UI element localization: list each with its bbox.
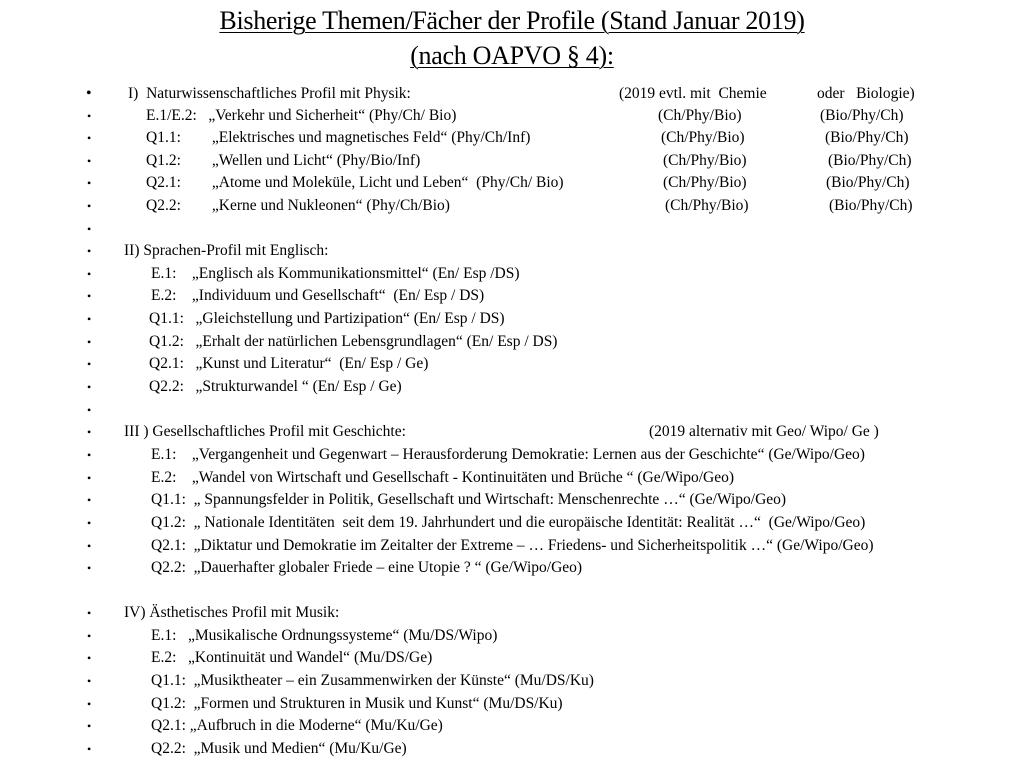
bullet-icon: • bbox=[87, 357, 92, 371]
bullet-icon: • bbox=[87, 425, 92, 439]
list-item bbox=[0, 625, 1024, 647]
list-item-empty bbox=[0, 218, 1024, 240]
list-item bbox=[0, 105, 1024, 127]
list-item-col2: (2019 alternativ mit Geo/ Wipo/ Ge ) bbox=[649, 423, 879, 440]
list-item-col2: (Ch/Phy/Bio) bbox=[665, 197, 749, 214]
list-item-text: IV) Ästhetisches Profil mit Musik: bbox=[124, 604, 340, 621]
bullet-icon: • bbox=[87, 131, 92, 145]
bullet-icon: • bbox=[87, 471, 92, 485]
list-item-col2: (2019 evtl. mit Chemie bbox=[619, 85, 767, 102]
list-item bbox=[0, 308, 1024, 330]
list-item bbox=[0, 489, 1024, 511]
bullet-icon: • bbox=[87, 539, 92, 553]
list-item-text: Q1.2: „Wellen und Licht“ (Phy/Bio/Inf) bbox=[146, 152, 421, 169]
list-item bbox=[0, 670, 1024, 692]
bullet-icon: • bbox=[87, 448, 92, 462]
bullet-icon: • bbox=[87, 199, 92, 213]
list-item-col3: (Bio/Phy/Ch) bbox=[829, 197, 913, 214]
list-item bbox=[0, 195, 1024, 217]
list-item-col3: (Bio/Phy/Ch) bbox=[820, 107, 904, 124]
list-item-text: E.2: „Kontinuität und Wandel“ (Mu/DS/Ge) bbox=[151, 649, 433, 666]
list-item-musik-header bbox=[0, 602, 1024, 624]
bullet-icon: • bbox=[87, 651, 92, 665]
bullet-icon: • bbox=[87, 244, 92, 258]
list-item-col2: (Ch/Phy/Bio) bbox=[663, 174, 747, 191]
list-item-text: E.2: „Individuum und Gesellschaft“ (En/ Esp / DS) bbox=[151, 287, 485, 304]
list-item bbox=[0, 512, 1024, 534]
bullet-icon: • bbox=[87, 606, 92, 620]
list-item bbox=[0, 285, 1024, 307]
list-item-text: II) Sprachen-Profil mit Englisch: bbox=[124, 242, 329, 259]
list-item-col3: oder Biologie) bbox=[817, 85, 915, 102]
list-item bbox=[0, 693, 1024, 715]
page-subtitle: (nach OAPVO § 4): bbox=[410, 41, 614, 70]
bullet-icon: • bbox=[87, 719, 92, 733]
list-item bbox=[0, 331, 1024, 353]
list-item-text: E.1: „Musikalische Ordnungssysteme“ (Mu/DS/Wipo) bbox=[151, 627, 498, 644]
list-item-text: I) Naturwissenschaftliches Profil mit Physik: bbox=[128, 85, 411, 102]
list-item bbox=[0, 172, 1024, 194]
list-item-text: Q1.2: „ Nationale Identitäten seit dem 19. Jahrhundert und die europäische Identität: Realität …“ (Ge/Wipo/Geo) bbox=[151, 514, 866, 531]
list-item-col3: (Bio/Phy/Ch) bbox=[825, 129, 909, 146]
list-item bbox=[0, 647, 1024, 669]
bullet-icon: • bbox=[87, 380, 92, 394]
bullet-icon: • bbox=[87, 516, 92, 530]
list-item-text: Q2.2: „Strukturwandel “ (En/ Esp / Ge) bbox=[149, 378, 402, 395]
list-item bbox=[0, 127, 1024, 149]
bullet-icon: • bbox=[87, 493, 92, 507]
list-item-physik-header bbox=[0, 83, 1024, 105]
bullet-icon: • bbox=[87, 697, 92, 711]
list-item-col3: (Bio/Phy/Ch) bbox=[828, 152, 912, 169]
list-item-text: E.1: „Englisch als Kommunikationsmittel“ (En/ Esp /DS) bbox=[151, 265, 520, 282]
bullet-icon: • bbox=[87, 335, 92, 349]
list-item-text: E.2: „Wandel von Wirtschaft und Gesellschaft - Kontinuitäten und Brüche “ (Ge/Wipo/Geo) bbox=[151, 469, 735, 486]
list-item-text: Q1.1: „ Spannungsfelder in Politik, Gesellschaft und Wirtschaft: Menschenrechte …“ (Ge/Wipo/Geo) bbox=[151, 491, 787, 508]
bullet-icon: • bbox=[87, 222, 92, 236]
list-item-text: Q2.1: „Kunst und Literatur“ (En/ Esp / Ge) bbox=[149, 355, 429, 372]
list-item-text: Q1.2: „Formen und Strukturen in Musik und Kunst“ (Mu/DS/Ku) bbox=[151, 695, 563, 712]
list-item bbox=[0, 738, 1024, 760]
bullet-icon: • bbox=[87, 629, 92, 643]
bullet-icon: • bbox=[87, 289, 92, 303]
bullet-icon: • bbox=[87, 403, 92, 417]
list-item-col2: (Ch/Phy/Bio) bbox=[661, 129, 745, 146]
list-item-text: Q1.1: „Gleichstellung und Partizipation“ (En/ Esp / DS) bbox=[149, 310, 505, 327]
list-item-col2: (Ch/Phy/Bio) bbox=[658, 107, 742, 124]
list-item-sprachen-header bbox=[0, 240, 1024, 262]
list-item bbox=[0, 557, 1024, 579]
list-item-text: Q2.2: „Kerne und Nukleonen“ (Phy/Ch/Bio) bbox=[146, 197, 450, 214]
bullet-icon: • bbox=[87, 109, 92, 123]
list-item bbox=[0, 467, 1024, 489]
list-item bbox=[0, 715, 1024, 737]
list-item-text: Q2.1: „Diktatur und Demokratie im Zeitalter der Extreme – … Friedens- und Sicherheitspolitik …“ (Ge/Wipo/Geo) bbox=[151, 537, 874, 554]
list-item-text: Q2.2: „Musik und Medien“ (Mu/Ku/Ge) bbox=[151, 740, 407, 757]
list-item-text: Q2.1: „Atome und Moleküle, Licht und Leben“ (Phy/Ch/ Bio) bbox=[146, 174, 564, 191]
bullet-icon: • bbox=[86, 85, 92, 102]
list-item-text: Q2.1: „Aufbruch in die Moderne“ (Mu/Ku/Ge) bbox=[151, 717, 443, 734]
list-item-text: Q1.1: „Elektrisches und magnetisches Feld“ (Phy/Ch/Inf) bbox=[146, 129, 531, 146]
list-item bbox=[0, 535, 1024, 557]
list-item-text: Q2.2: „Dauerhafter globaler Friede – eine Utopie ? “ (Ge/Wipo/Geo) bbox=[151, 559, 583, 576]
list-item-col3: (Bio/Phy/Ch) bbox=[826, 174, 910, 191]
bullet-icon: • bbox=[87, 176, 92, 190]
list-item-text: E.1/E.2: „Verkehr und Sicherheit“ (Phy/Ch/ Bio) bbox=[146, 107, 457, 124]
bullet-icon: • bbox=[87, 154, 92, 168]
page-title: Bisherige Themen/Fächer der Profile (Stand Januar 2019) bbox=[219, 6, 805, 35]
bullet-icon: • bbox=[87, 267, 92, 281]
list-item-text: III ) Gesellschaftliches Profil mit Geschichte: bbox=[124, 423, 406, 440]
list-item bbox=[0, 263, 1024, 285]
list-item-text: E.1: „Vergangenheit und Gegenwart – Herausforderung Demokratie: Lernen aus der Geschichte“ (Ge/Wipo/Geo) bbox=[151, 446, 865, 463]
list-item bbox=[0, 150, 1024, 172]
bullet-icon: • bbox=[87, 561, 92, 575]
list-item-text: Q1.2: „Erhalt der natürlichen Lebensgrundlagen“ (En/ Esp / DS) bbox=[149, 333, 558, 350]
list-item-text: Q1.1: „Musiktheater – ein Zusammenwirken der Künste“ (Mu/DS/Ku) bbox=[151, 672, 594, 689]
list-item bbox=[0, 444, 1024, 466]
list-item-empty bbox=[0, 399, 1024, 421]
list-item-col2: (Ch/Phy/Bio) bbox=[663, 152, 747, 169]
list-item-geschichte-header bbox=[0, 421, 1024, 443]
list-item bbox=[0, 353, 1024, 375]
bullet-icon: • bbox=[87, 312, 92, 326]
list-item bbox=[0, 376, 1024, 398]
bullet-icon: • bbox=[87, 674, 92, 688]
bullet-icon: • bbox=[87, 742, 92, 756]
